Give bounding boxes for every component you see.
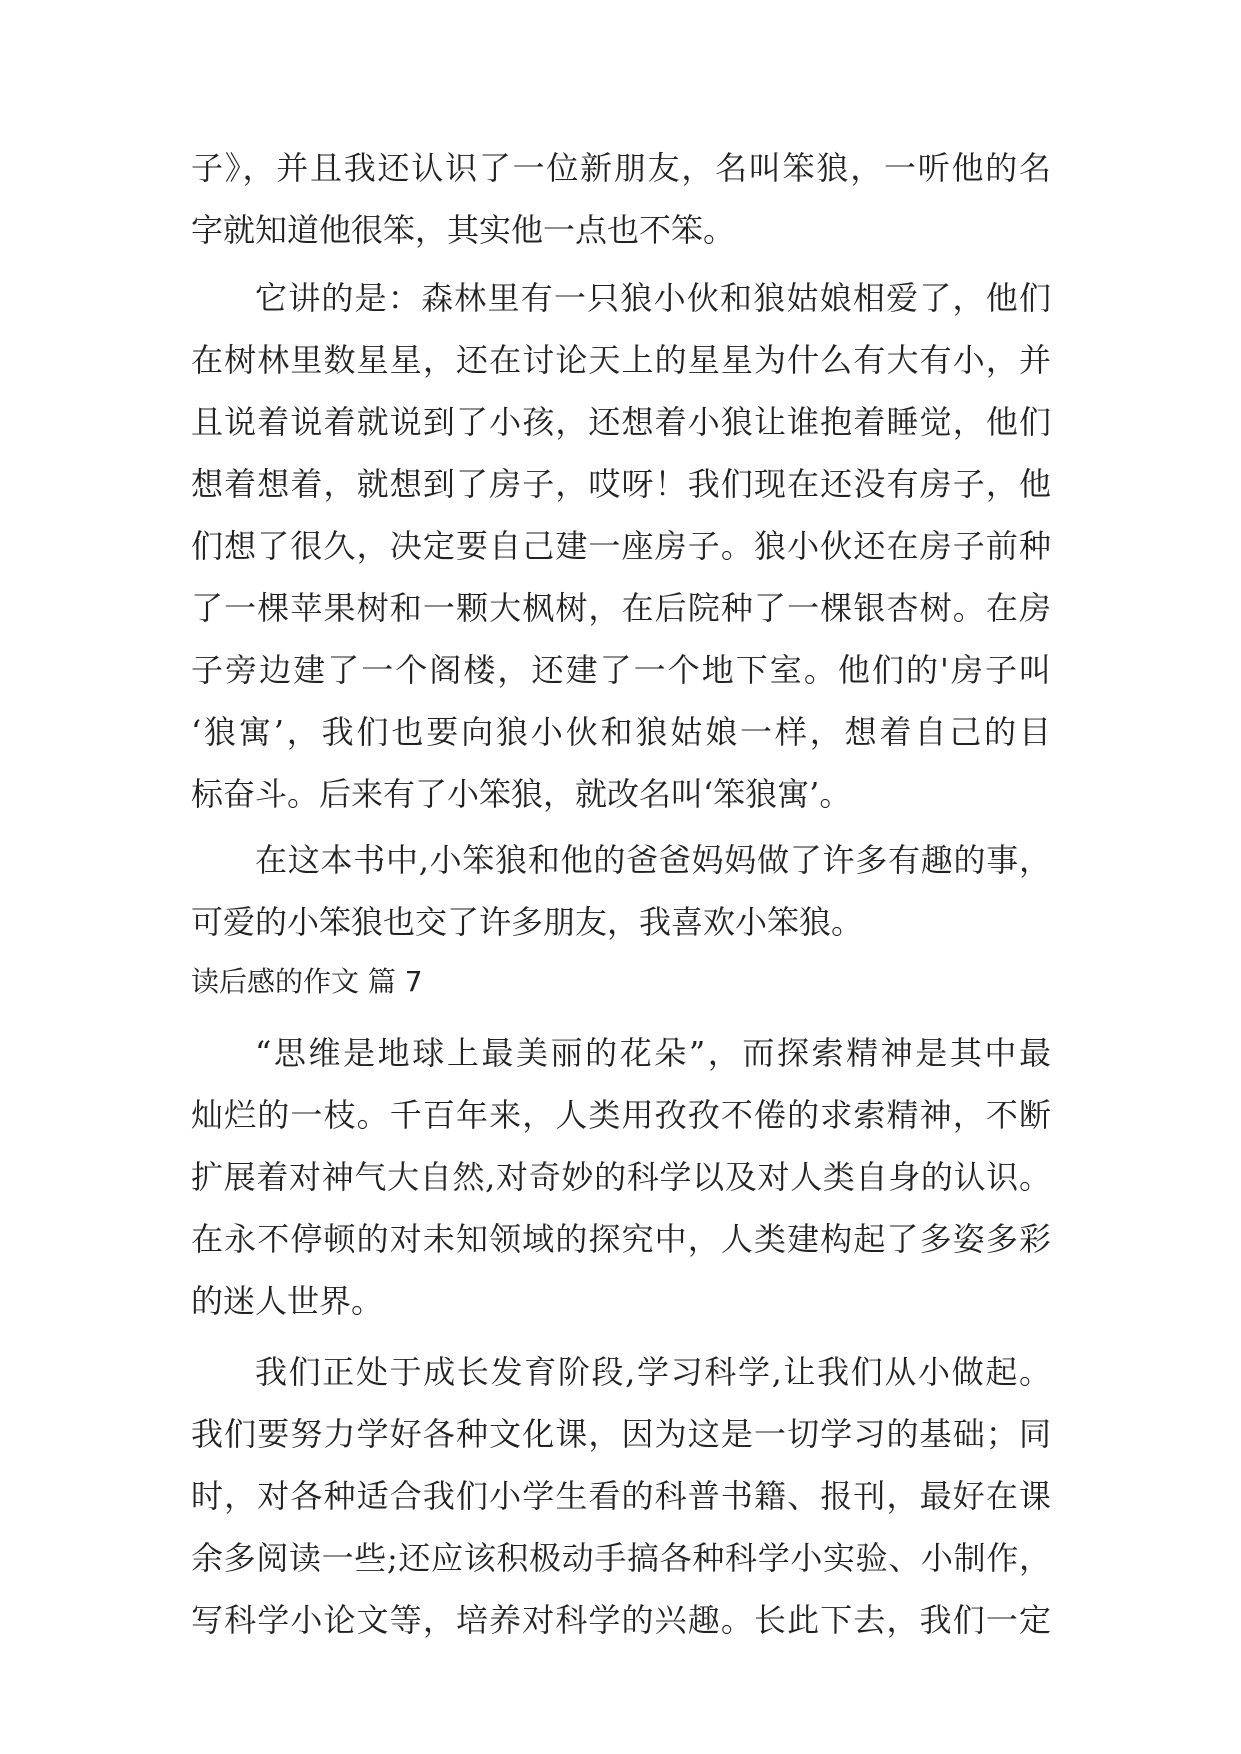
paragraph-5-line-4: 余多阅读一些;还应该积极动手搞各种科学小实验、小制作， [191,1539,1051,1577]
paragraph-3-line-2: 可爱的小笨狼也交了许多朋友，我喜欢小笨狼。 [191,903,864,941]
paragraph-5-line-5: 写科学小论文等，培养对科学的兴趣。长此下去，我们一定 [191,1601,1051,1639]
paragraph-2-line-9: 标奋斗。后来有了小笨狼，就改名叫‘笨狼寓’。 [191,775,852,813]
section-heading: 读后感的作文 篇 7 [191,965,423,998]
paragraph-2-line-8: ‘狼寓’，我们也要向狼小伙和狼姑娘一样，想着自己的目 [191,713,1051,751]
paragraph-4-line-4: 在永不停顿的对未知领域的探究中，人类建构起了多姿多彩 [191,1220,1051,1258]
paragraph-2-line-6: 了一棵苹果树和一颗大枫树，在后院种了一棵银杏树。在房 [191,589,1051,627]
paragraph-3-line-1: 在这本书中,小笨狼和他的爸爸妈妈做了许多有趣的事， [255,841,1051,879]
paragraph-4-line-5: 的迷人世界。 [191,1282,384,1320]
paragraph-1-line-1: 子》，并且我还认识了一位新朋友，名叫笨狼，一听他的名 [191,149,1051,187]
paragraph-4-line-3: 扩展着对神气大自然,对奇妙的科学以及对人类自身的认识。 [191,1158,1051,1196]
paragraph-1-line-2: 字就知道他很笨，其实他一点也不笨。 [191,211,736,249]
paragraph-4-line-2: 灿烂的一枝。千百年来，人类用孜孜不倦的求索精神，不断 [191,1096,1051,1134]
paragraph-4-line-1: “思维是地球上最美丽的花朵”，而探索精神是其中最 [255,1034,1051,1072]
paragraph-2-line-2: 在树林里数星星，还在讨论天上的星星为什么有大有小，并 [191,341,1051,379]
paragraph-2-line-7: 子旁边建了一个阁楼，还建了一个地下室。他们的'房子叫 [191,651,1051,689]
paragraph-2-line-4: 想着想着，就想到了房子，哎呀！我们现在还没有房子，他 [191,465,1051,503]
paragraph-2-line-1: 它讲的是：森林里有一只狼小伙和狼姑娘相爱了，他们 [255,279,1051,317]
paragraph-5-line-3: 时，对各种适合我们小学生看的科普书籍、报刊，最好在课 [191,1477,1051,1515]
paragraph-2-line-5: 们想了很久，决定要自己建一座房子。狼小伙还在房子前种 [191,527,1051,565]
paragraph-5-line-1: 我们正处于成长发育阶段,学习科学,让我们从小做起。 [255,1353,1051,1391]
paragraph-2-line-3: 且说着说着就说到了小孩，还想着小狼让谁抱着睡觉，他们 [191,403,1051,441]
paragraph-5-line-2: 我们要努力学好各种文化课，因为这是一切学习的基础；同 [191,1415,1051,1453]
